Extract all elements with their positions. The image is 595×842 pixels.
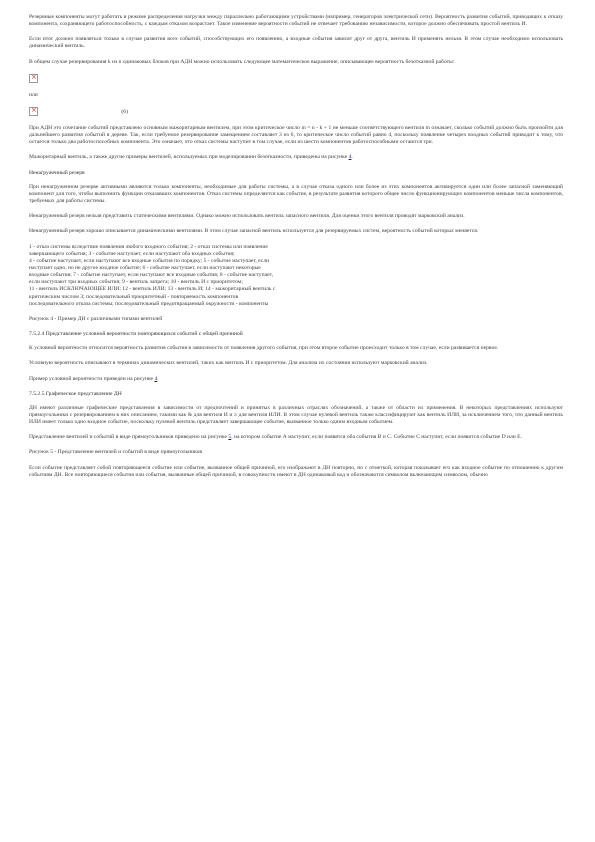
- paragraph-cold-standby-2: Ненагруженный резерв нельзя представить статическими вентилями. Однако можно использовать вентиль запасного вентиля. Для оценки этого вентиля проводят марковский анализ.: [29, 213, 465, 220]
- figure-5-caption: Рисунок 5 - Представление вентилей и событий в виде прямоугольников: [29, 449, 203, 456]
- broken-image-icon: [29, 74, 38, 83]
- formula-image-2: [29, 107, 563, 117]
- legend-line: если наступают три входных события; 9 - вентиль запрета; 10 - вентиль И с приоритетом;: [29, 279, 243, 286]
- broken-image-icon: [29, 107, 38, 116]
- heading-7-5-2-4: 7.5.2.4 Представление условной вероятности повторяющихся событий с общей причиной: [29, 331, 243, 338]
- figure-4-legend: [29, 244, 359, 308]
- paragraph-figure-ref-5: [29, 434, 563, 441]
- figure-5-link[interactable]: 5: [228, 434, 232, 441]
- paragraph-cold-standby-3: Ненагруженный резерв хорошо описывается динамическими вентилями. В этом случае запасной вентиль используется для резервируемых систем, вероятность событий которых меняется.: [29, 228, 479, 235]
- figure-4-caption: Рисунок 4 - Пример ДН с различными типами вентилей: [29, 315, 163, 322]
- formula-number: (6): [121, 108, 128, 115]
- formula-image-1: [29, 74, 563, 84]
- paragraph-repeated-events: Если событие представляет собой повторяющееся событие или событие, вызванное общей причиной, его изображают в ДН повторно, но с отметкой, которая показывает его как входное событие по отношению к другим событиям ДН. Все повторяющиеся события или события, вызванные общей причиной, в совокупности имеют в ДН одинаковый код и обозначаются символом включающим символом, обычно: [29, 464, 563, 478]
- text: Мажоритарный вентиль, а также другие примеры вентилей, используемых при моделировании безотказности, приведены на рисунке: [29, 154, 349, 161]
- legend-line: завершающего события; 3 - событие наступает, если наступают оба входных события;: [29, 250, 235, 257]
- text-ili: или: [29, 91, 38, 98]
- paragraph-figure-ref-4b: [29, 376, 563, 383]
- paragraph-figure-ref-4: [29, 154, 563, 161]
- heading-cold-standby: Ненагруженный резерв: [29, 169, 85, 176]
- paragraph-conditional-2: Условную вероятность описывают в терминах динамических вентилей, таких как вентиль И с приоритетом. Для анализа их состояния используют марковский анализ.: [29, 360, 428, 367]
- heading-7-5-2-5: 7.5.2.5 Графическое представление ДН: [29, 390, 122, 397]
- figure-4-link[interactable]: 4: [154, 375, 158, 382]
- legend-line: наступает одно, но не другое входное событие; 6 - событие наступает, если наступают некоторые: [29, 264, 261, 271]
- paragraph-and-gate-limit: Если итог должно появляться только в случае развития всех событий, способствующих его появлению, а входные события зависят друг от друга, вентиль И применять нельзя. В этом случае необходимо использовать динамический вентиль.: [29, 36, 563, 50]
- legend-line: 4 - событие наступает, если наступают все входные события по порядку; 5 - событие наступает, если: [29, 257, 270, 264]
- legend-line: 11 - вентиль ИСКЛЮЧАЮЩЕЕ ИЛИ; 12 - вентиль ИЛИ; 13 - вентиль И; 14 - мажоритарный вентиль с: [29, 286, 276, 293]
- paragraph-majority-gate: При АДН это сочетание событий представлено основным мажоритарным вентилем, при этом критическое число m = n - k + 1 не меньше соответствующего вентиля m означает, сколько событий должно быть произойти для дальнейшего развития событий в дереве. Так, если требуемое резервирование замещением составляет 3 из 6, то критическое число событий равно 4, поскольку появление четырех входных событий приводит к тому, что остается только два работоспособных компонента. Это означает, что отказ системы наступит в том случае, если из шести компонентов работоспособными остаются три.: [29, 124, 563, 146]
- figure-4-link[interactable]: 4: [348, 154, 352, 161]
- legend-line: критическим числом 3; последовательный приоритетный - повторяемость компонентов: [29, 293, 239, 300]
- legend-line: 1 - отказ системы вследствие появления любого входного события; 2 - отказ системы или появление: [29, 243, 268, 250]
- text: , на котором событие А наступит, если появятся оба события В и С. Событие С наступит, если появится событие D или Е.: [231, 434, 522, 441]
- paragraph-graphic-1: ДН имеют различные графические представления в зависимости от предпочтений и принятых в различных отраслях обозначений, а также от области их применения. В некоторых представлениях используют прямоугольники с резервированием в них описанием, такими как & для вентиля И и ≥ для вентиля ИЛИ. В этом случае нулевой вентиль также классифицируют как вентиль ИЛИ, за исключением того, что данный вентиль ИЛИ имеет только одно входное событие, поскольку нулевой вентиль представляет завершающее событие, вызванное только одним входным событием.: [29, 404, 563, 426]
- text: .: [157, 375, 159, 382]
- text: Пример условной вероятности приведен на рисунке: [29, 375, 155, 382]
- paragraph-k-of-n: В общем случае резервирования k из n одинаковых блоков при АДН можно использовать следующее математическое выражение, описывающее вероятность безотказной работы:: [29, 58, 455, 65]
- paragraph-cold-standby-1: При ненагруженном резерве активными являются только компоненты, необходимые для работы системы, а в случае отказа одного или более из этих компонентов активируется один или более запасной заменяющий компонент для того, чтобы выполнить функции отказавших компонентов. Отказ системы определяется как событие, в результате развития которого общее число функционирующих компонентов меньше числа компонентов, требуемых для работы системы.: [29, 183, 563, 205]
- legend-line: последовательного отказа системы; последовательный предотвращаемый окружности - компоненты: [29, 300, 269, 307]
- document-page: [29, 14, 563, 487]
- paragraph-redundant-load: Резервные компоненты могут работать в режиме распределения нагрузки между параллельно работающими устройствами (например, генераторов электрической сети). Вероятность развития событий, приводящих к отказу компонента, сохраняющего работоспособность, с каждым отказом возрастает. Такое изменение вероятности событий не отвечает требованию независимости, которое должно обеспечивать простой вентиль И.: [29, 14, 563, 28]
- text: .: [351, 154, 353, 161]
- legend-line: входные события; 7 - событие наступает, если наступают все входные события; 8 - событие наступает,: [29, 272, 273, 279]
- text: Представление вентилей и событий в виде прямоугольников приведено на рисунке: [29, 434, 229, 441]
- paragraph-conditional-1: К условной вероятности относится вероятность развития события в зависимости от появления другого события, при этом второе событие происходит только в том случае, если развивается первое.: [29, 345, 499, 352]
